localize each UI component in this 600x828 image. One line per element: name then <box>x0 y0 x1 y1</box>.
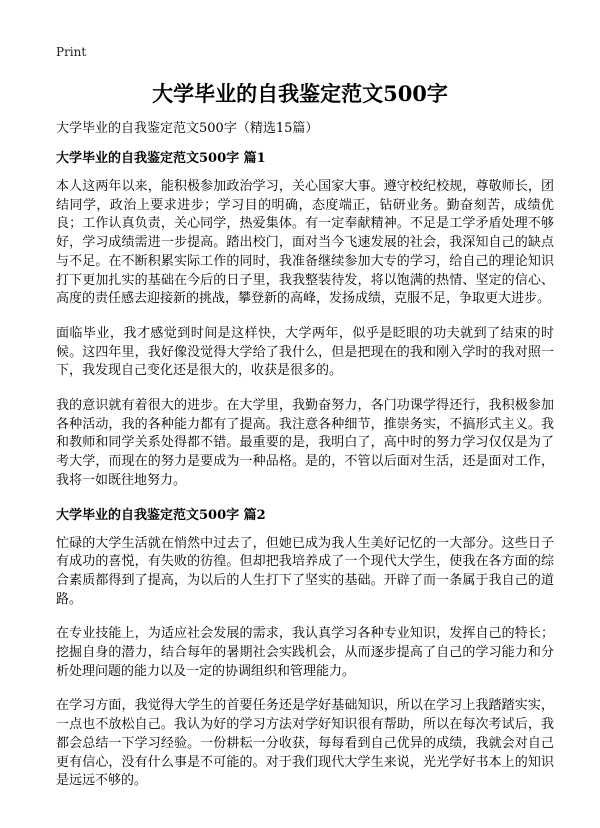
document-body <box>56 120 554 807</box>
paragraph: 本人这两年以来，能积极参加政治学习，关心国家大事。遵守校纪校规，尊敬师长，团结同学，政治上要求进步；学习目的明确，态度端正，钻研业务。勤奋刻苦，成绩优良；工作认真负责，关心同学，热爱集体。有一定奉献精神。不足是工学矛盾处理不够好，学习成绩需进一步提高。踏出校门，面对当今飞速发展的社会，我深知自己的缺点与不足。在不断积累实际工作的同时，我准备继续参加大专的学习，给自己的理论知识打下更加扎实的基础在今后的日子里，我我整装待发，将以饱满的热情、坚定的信心、高度的责任感去迎接新的挑战，攀登新的高峰，发扬成绩，克服不足，争取更大进步。 <box>56 179 554 307</box>
section-heading: 大学毕业的自我鉴定范文500字 篇1 <box>56 151 266 166</box>
paragraph: 在学习方面，我觉得大学生的首要任务还是学好基础知识，所以在学习上我踏踏实实，一点也不放松自己。我认为好的学习方法对学好知识很有帮助，所以在每次考试后，我都会总结一下学习经验。一份耕耘一分收获，每每看到自己优异的成绩，我就会对自己更有信心，没有什么事是不可能的。对于我们现代大学生来说，光光学好书本上的知识是远远不够的。 <box>56 698 554 789</box>
paragraph: 面临毕业，我才感觉到时间是这样快，大学两年，似乎是眨眼的功夫就到了结束的时候。这四年里，我好像没觉得大学给了我什么，但是把现在的我和刚入学时的我对照一下，我发现自己变化还是很大的，收获是很多的。 <box>56 325 554 379</box>
section-heading: 大学毕业的自我鉴定范文500字 篇2 <box>56 507 266 523</box>
section-1 <box>56 150 554 491</box>
print-link[interactable]: Print <box>56 45 87 59</box>
section-2 <box>56 507 554 791</box>
paragraph: 我的意识就有着很大的进步。在大学里，我勤奋努力，各门功课学得还行，我积极参加各种活动，我的各种能力都有了提高。我注意各种细节，推崇务实，不搞形式主义。我和教师和同学关系处得都不错。最重要的是，我明白了，高中时的努力学习仅仅是为了考大学，而现在的努力是要成为一种品格。是的，不管以后面对生活，还是面对工作，我将一如既往地努力。 <box>56 398 554 488</box>
document-subtitle: 大学毕业的自我鉴定范文500字（精选15篇） <box>56 121 319 136</box>
page-title: 大学毕业的自我鉴定范文500字 <box>152 81 448 106</box>
paragraph: 在专业技能上，为适应社会发展的需求，我认真学习各种专业知识，发挥自己的特长；挖掘自身的潜力，结合每年的暑期社会实践机会，从而逐步提高了自己的学习能力和分析处理问题的能力以及一定的协调组织和管理能力。 <box>56 626 554 679</box>
paragraph: 忙碌的大学生活就在悄然中过去了，但她已成为我人生美好记忆的一大部分。这些日子有成功的喜悦，有失败的彷徨。但却把我培养成了一个现代大学生，使我在各方面的综合素质都得到了提高，为以后的人生打下了坚实的基础。开辟了而一条属于我自己的道路。 <box>56 535 554 607</box>
